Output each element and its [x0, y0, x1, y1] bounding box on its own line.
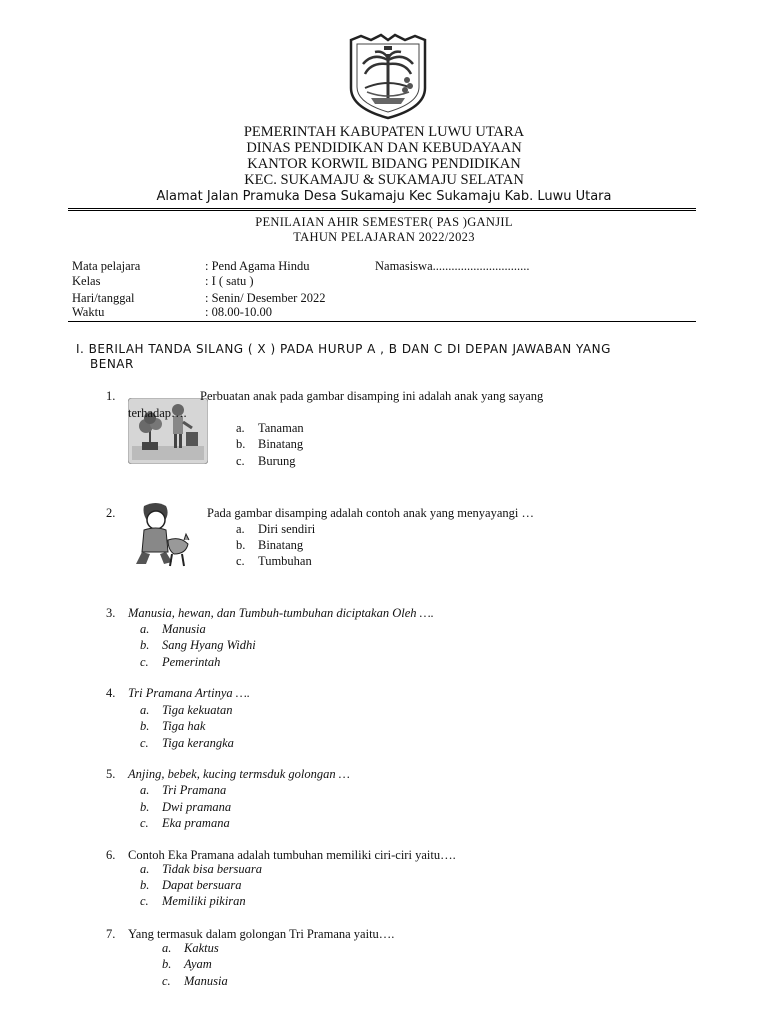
answer-option[interactable] — [236, 421, 304, 436]
option-text: Tumbuhan — [258, 554, 312, 568]
question-text: Perbuatan anak pada gambar disamping ini adalah anak yang sayang — [200, 389, 544, 403]
student-name-field[interactable] — [375, 259, 530, 274]
option-letter: a. — [140, 703, 150, 717]
question-text: Manusia, hewan, dan Tumbuh-tumbuhan diciptakan Oleh …. — [128, 606, 434, 620]
time-label: Waktu — [72, 305, 105, 319]
question-text: Contoh Eka Pramana adalah tumbuhan memiliki ciri-ciri yaitu…. — [128, 848, 456, 862]
instruction-line1: I. BERILAH TANDA SILANG ( X ) PADA HURUP A , B DAN C DI DEPAN JAWABAN YANG — [76, 342, 611, 356]
subject-value: : Pend Agama Hindu — [205, 259, 310, 273]
option-text: Dapat bersuara — [162, 878, 242, 892]
option-text: Kaktus — [184, 941, 219, 955]
option-letter: b. — [140, 638, 150, 652]
option-letter: c. — [140, 736, 149, 750]
question-text: Anjing, bebek, kucing termsduk golongan … — [128, 767, 350, 781]
option-letter: a. — [236, 522, 245, 536]
option-text: Tiga hak — [162, 719, 206, 733]
question-number: 7. — [106, 927, 116, 941]
subject-label: Mata pelajara — [72, 259, 141, 273]
option-text: Pemerintah — [162, 655, 221, 669]
answer-option[interactable] — [140, 655, 220, 670]
option-text: Binatang — [258, 437, 304, 451]
header-department: DINAS PENDIDIKAN DAN KEBUDAYAAN — [246, 140, 522, 156]
question-number: 5. — [106, 767, 116, 781]
option-text: Diri sendiri — [258, 522, 316, 536]
option-text: Tiga kerangka — [162, 736, 234, 750]
instruction-line2: BENAR — [90, 357, 134, 371]
option-letter: a. — [140, 862, 150, 876]
option-letter: c. — [140, 816, 149, 830]
answer-option[interactable] — [140, 736, 234, 751]
option-letter: a. — [140, 622, 150, 636]
question-text: Pada gambar disamping adalah contoh anak yang menyayangi … — [207, 506, 534, 520]
student-name-label: Namasiswa — [375, 259, 433, 273]
header-divider-second — [68, 210, 696, 211]
option-letter: c. — [236, 554, 245, 568]
answer-option[interactable] — [162, 941, 219, 956]
option-text: Tiga kekuatan — [162, 703, 233, 717]
class-label: Kelas — [72, 274, 101, 288]
option-text: Tanaman — [258, 421, 304, 435]
option-text: Memiliki pikiran — [162, 894, 246, 908]
question-text: Tri Pramana Artinya …. — [128, 686, 251, 700]
option-letter: a. — [236, 421, 245, 435]
answer-option[interactable] — [140, 783, 226, 798]
option-text: Manusia — [184, 974, 228, 988]
answer-option[interactable] — [140, 703, 232, 718]
date-label: Hari/tanggal — [72, 291, 135, 305]
header-divider — [68, 208, 696, 209]
header-address: Alamat Jalan Pramuka Desa Sukamaju Kec Sukamaju Kab. Luwu Utara — [156, 189, 612, 204]
option-text: Eka pramana — [162, 816, 230, 830]
option-letter: c. — [140, 894, 149, 908]
question-text-continued: terhadap…. — [128, 406, 187, 420]
time-value: : 08.00-10.00 — [205, 305, 273, 319]
answer-option[interactable] — [140, 862, 262, 877]
answer-option[interactable] — [140, 800, 231, 815]
question-number: 3. — [106, 606, 116, 620]
option-text: Burung — [258, 454, 296, 468]
option-letter: b. — [162, 957, 172, 971]
exam-year: TAHUN PELAJARAN 2022/2023 — [293, 230, 475, 244]
option-letter: b. — [236, 538, 246, 552]
option-letter: b. — [140, 800, 150, 814]
answer-option[interactable] — [140, 878, 242, 893]
question-number: 6. — [106, 848, 116, 862]
option-text: Tri Pramana — [162, 783, 227, 797]
regency-emblem-logo — [343, 30, 433, 120]
option-letter: c. — [140, 655, 149, 669]
option-text: Ayam — [184, 957, 212, 971]
question-number: 2. — [106, 506, 116, 520]
option-text: Sang Hyang Widhi — [162, 638, 256, 652]
answer-option[interactable] — [236, 522, 315, 537]
option-letter: b. — [140, 719, 150, 733]
question-text: Yang termasuk dalam golongan Tri Pramana yaitu…. — [128, 927, 395, 941]
header-office: KANTOR KORWIL BIDANG PENDIDIKAN — [247, 156, 521, 172]
answer-option[interactable] — [140, 719, 205, 734]
question-number: 4. — [106, 686, 116, 700]
date-value: : Senin/ Desember 2022 — [205, 291, 326, 305]
info-divider — [68, 321, 696, 322]
header-government: PEMERINTAH KABUPATEN LUWU UTARA — [243, 124, 525, 140]
answer-option[interactable] — [236, 454, 296, 469]
option-text: Binatang — [258, 538, 304, 552]
answer-option[interactable] — [162, 957, 212, 972]
answer-option[interactable] — [140, 622, 206, 637]
option-letter: a. — [162, 941, 172, 955]
answer-option[interactable] — [236, 554, 312, 569]
answer-option[interactable] — [140, 816, 230, 831]
exam-title: PENILAIAN AHIR SEMESTER( PAS )GANJIL — [255, 215, 513, 229]
header-district: KEC. SUKAMAJU & SUKAMAJU SELATAN — [244, 172, 524, 188]
option-text: Manusia — [162, 622, 206, 636]
answer-option[interactable] — [140, 638, 256, 653]
option-letter: b. — [236, 437, 246, 451]
option-text: Tidak bisa bersuara — [162, 862, 263, 876]
answer-option[interactable] — [236, 538, 303, 553]
answer-option[interactable] — [140, 894, 246, 909]
child-with-cat-illustration — [126, 500, 196, 570]
question-number: 1. — [106, 389, 116, 403]
answer-option[interactable] — [236, 437, 303, 452]
option-letter: a. — [140, 783, 150, 797]
answer-option[interactable] — [162, 974, 228, 989]
option-letter: b. — [140, 878, 150, 892]
option-letter: c. — [162, 974, 171, 988]
student-name-dots: ............................... — [432, 259, 530, 273]
option-text: Dwi pramana — [162, 800, 232, 814]
option-letter: c. — [236, 454, 245, 468]
class-value: : I ( satu ) — [205, 274, 254, 288]
